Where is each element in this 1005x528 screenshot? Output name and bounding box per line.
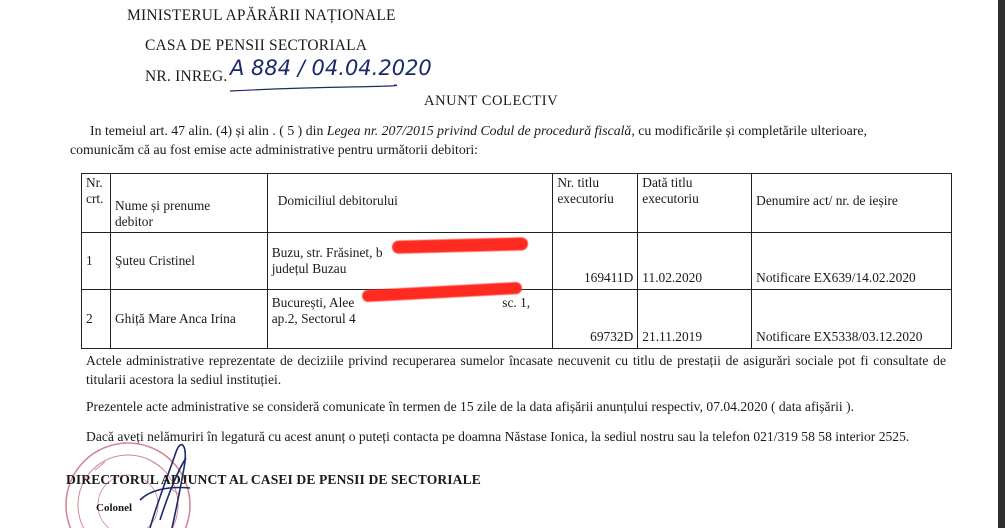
row1-title-number: 169411D	[553, 233, 638, 290]
header-title-date: Dată titlu executoriu	[638, 174, 752, 233]
registration-number-handwritten: A 884 / 04.04.2020	[230, 56, 432, 80]
paragraph-consultation: Actele administrative reprezentate de deciziile privind recuperarea sumelor încasate necuvenit cu titlu de prestații de asigurări sociale pot fi consultate de titularii acestora la sediul instituției.	[86, 353, 946, 387]
ministry-name: MINISTERUL APĂRĂRII NAȚIONALE	[127, 7, 396, 24]
row1-nr: 1	[82, 233, 111, 290]
header-name: Nume și prenume debitor	[110, 174, 267, 233]
header-address: Domiciliul debitorului	[267, 174, 553, 233]
row1-act: Notificare EX639/14.02.2020	[752, 233, 952, 290]
header-nr: Nr. crt.	[82, 174, 111, 233]
row1-address: Buzu, str. Frăsinet, b județul Buzau	[267, 233, 553, 290]
registration-label: NR. INREG.	[145, 68, 228, 85]
director-title: DIRECTORUL ADJUNCT AL CASEI DE PENSII DE SECTORIALE	[66, 472, 481, 487]
row1-name: Şuteu Cristinel	[110, 233, 267, 290]
document-title: ANUNT COLECTIV	[424, 93, 559, 109]
paragraph-communication: Prezentele acte administrative se consideră comunicate în termen de 15 zile de la data afișării anunțului respectiv, 07.04.2020 ( data afișării ).	[86, 399, 854, 414]
row1-title-date: 11.02.2020	[638, 233, 752, 290]
row2-title-number: 69732D	[553, 290, 638, 349]
row2-address: București, Alee sc. 1, ap.2, Sectorul 4	[267, 290, 553, 349]
row2-act: Notificare EX5338/03.12.2020	[752, 290, 952, 349]
row2-name: Ghiță Mare Anca Irina	[110, 290, 267, 349]
director-rank: Colonel	[96, 502, 133, 514]
paragraph-contact: Dacă aveți nelămuriri în legatură cu acest anunț o puteți contacta pe doamna Năstase Ionica, la sediul nostru sau la telefon 021/319 58 58 interior 2525.	[86, 429, 910, 444]
header-act: Denumire act/ nr. de ieșire	[752, 174, 952, 233]
row2-nr: 2	[82, 290, 111, 349]
intro-line-1: In temeiul art. 47 alin. (4) și alin . ( 5 ) din Legea nr. 207/2015 privind Codul de procedură fiscală, cu modificările și completările ulterioare,	[90, 123, 867, 138]
law-reference: Legea nr. 207/2015 privind Codul de procedură fiscală,	[326, 123, 635, 138]
header-title-number: Nr. titlu executoriu	[553, 174, 638, 233]
intro-line-2: comunicăm că au fost emise acte administrative pentru următorii debitori:	[70, 142, 479, 157]
row2-title-date: 21.11.2019	[638, 290, 752, 349]
institution-name: CASA DE PENSII SECTORIALA	[145, 37, 368, 54]
